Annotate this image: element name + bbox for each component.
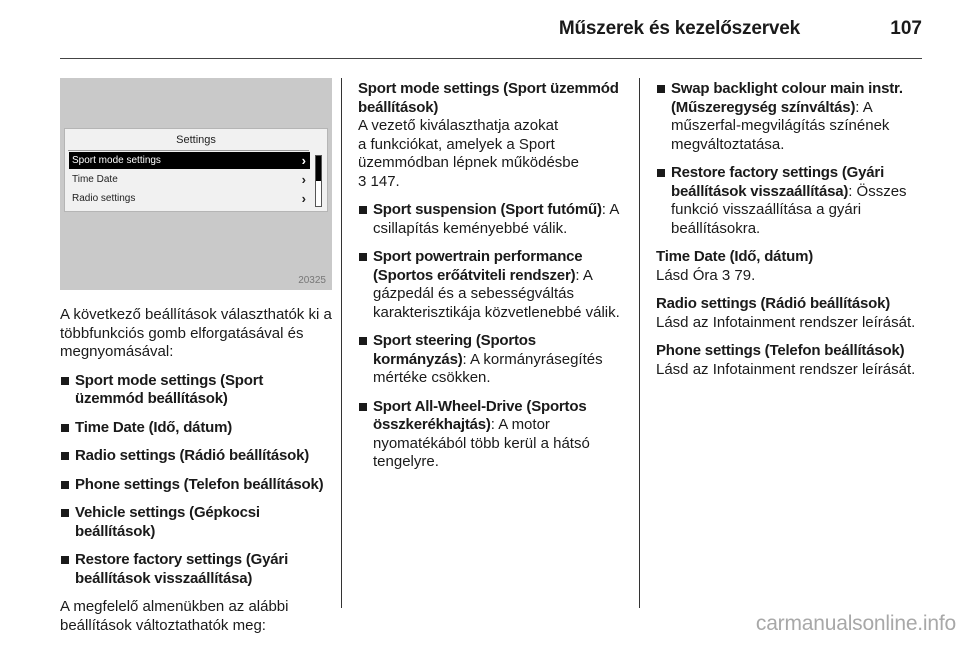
list-item: Sport steering (Sportos kormányzás): A kormányrásegítés mértéke csökken. [358, 332, 628, 388]
list-item: Sport mode settings (Sport üzemmód beállítások) [60, 372, 332, 409]
screen-row-sport-mode [69, 152, 310, 169]
screen-scrollbar [315, 155, 322, 207]
list-item: Sport suspension (Sport futómű): A csillapítás keményebbé válik. [358, 201, 628, 238]
chevron-right-icon: › [301, 172, 306, 187]
column-3 [656, 80, 926, 389]
section-text [358, 117, 628, 191]
list-item: Vehicle settings (Gépkocsi beállítások) [60, 504, 332, 541]
figure-code: 20325 [298, 275, 326, 286]
page-ref-link[interactable]: 79. [734, 266, 756, 284]
column-divider [639, 78, 640, 608]
list-item: Sport powertrain performance (Sportos erőátviteli rendszer): A gázpedál és a sebességváltás karakterisztikája közvetlenebbé válik. [358, 248, 628, 322]
display-screen [64, 128, 328, 212]
section-text [656, 267, 926, 286]
list-item: Time Date (Idő, dátum) [60, 419, 332, 438]
text-line: a funkciókat, amelyek a Sport [358, 135, 555, 153]
item-title: Sport All-Wheel-Drive (Sportos összkerékhajtás) [373, 397, 587, 433]
item-desc: A műszerfal-megvilágítás színének megváltoztatása. [671, 98, 890, 153]
text-line: A vezető kiválaszthatja azokat [358, 117, 559, 134]
section-heading: Radio settings (Rádió beállítások) [656, 295, 891, 312]
item-title: Restore factory settings (Gyári beállítások visszaállítása) [671, 164, 885, 200]
item-desc: A csillapítás keményebbé válik. [373, 201, 619, 237]
item-desc: Összes funkció visszaállítása a gyári beállításokra. [671, 182, 907, 237]
list-item: Phone settings (Telefon beállítások) [60, 476, 332, 495]
item-title: Swap backlight colour main instr. (Műszeregység színváltás) [671, 80, 903, 116]
section-text: Lásd az Infotainment rendszer leírását. [656, 360, 916, 378]
item-desc: A motor nyomatékából több kerül a hátsó tengelyre. [373, 416, 590, 470]
page-ref-icon: 3 [721, 266, 731, 284]
section-heading: Phone settings (Telefon beállítások) [656, 342, 905, 359]
item-title: Sport suspension (Sport futómű) [373, 201, 602, 218]
column-divider [341, 78, 342, 608]
list-item: Swap backlight colour main instr. (Műszeregység színváltás): A műszerfal-megvilágítás színének megváltoztatása. [656, 80, 926, 154]
screen-row-radio [69, 190, 310, 207]
settings-screen-figure [60, 78, 332, 290]
column-1 [60, 306, 332, 645]
item-title: Sport powertrain performance (Sportos erőátviteli rendszer) [373, 248, 583, 284]
section-heading: Sport mode settings (Sport üzemmód beállítások) [358, 80, 619, 116]
screen-row-label: Radio settings [72, 193, 136, 204]
list-item: Sport All-Wheel-Drive (Sportos összkerékhajtás): A motor nyomatékából több kerül a hátsó tengelyre. [358, 398, 628, 472]
header-rule [60, 58, 922, 59]
screen-scroll-thumb [316, 156, 321, 181]
column-2 [358, 80, 628, 482]
screen-row-label: Sport mode settings [72, 155, 161, 166]
list-item: Restore factory settings (Gyári beállítások visszaállítása): Összes funkció visszaállítása a gyári beállításokra. [656, 164, 926, 238]
section-heading: Time Date (Idő, dátum) [656, 248, 814, 265]
intro-text: A következő beállítások választhatók ki a többfunkciós gomb elforgatásával és megnyomásával: [60, 306, 332, 360]
screen-title: Settings [176, 134, 216, 146]
outro-text: A megfelelő almenükben az alábbi beállítások változtathatók meg: [60, 598, 289, 634]
page-number: 107 [890, 18, 922, 39]
item-desc: A gázpedál és a sebességváltás karakterisztikája közvetlenebbé válik. [373, 266, 620, 321]
watermark: carmanualsonline.info [755, 612, 956, 635]
screen-row-label: Time Date [72, 174, 118, 185]
item-desc: A kormányrásegítés mértéke csökken. [373, 350, 603, 386]
text-line: üzemmódban lépnek működésbe [358, 154, 579, 171]
list-item: Restore factory settings (Gyári beállítások visszaállítása) [60, 551, 332, 588]
page-ref-icon: 3 [358, 172, 367, 190]
screen-row-time-date [69, 171, 310, 188]
section-text: Lásd az Infotainment rendszer leírását. [656, 313, 916, 331]
chevron-right-icon: › [301, 191, 306, 206]
list-item: Radio settings (Rádió beállítások) [60, 447, 332, 466]
chevron-right-icon: › [301, 153, 306, 168]
text-line: Lásd Óra [656, 266, 718, 284]
screen-title-divider [68, 150, 309, 151]
page-title: Műszerek és kezelőszervek [558, 18, 800, 39]
item-title: Sport steering (Sportos kormányzás) [373, 332, 536, 368]
page-ref-link[interactable]: 147. [370, 172, 400, 190]
